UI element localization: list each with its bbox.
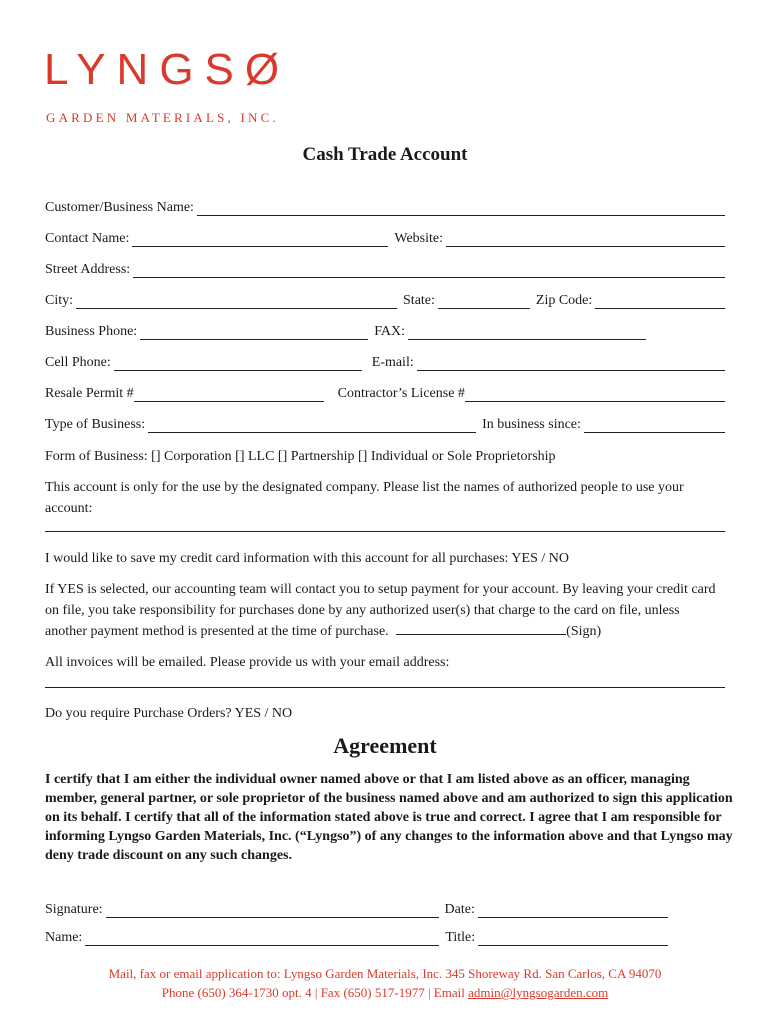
website-label: Website: [394,231,444,246]
city-row [45,289,725,309]
title-label: Title: [445,930,476,945]
form-of-business: Form of Business: [] Corporation [] LLC [] Partnership [] Individual or Sole Proprietorship [45,449,556,464]
sign-label: (Sign) [566,624,602,639]
contact-name-field[interactable] [132,232,388,247]
footer-address: Mail, fax or email application to: Lyngso Garden Materials, Inc. 345 Shoreway Rd. San Carlos, CA 94070 [108,966,662,981]
invoice-email-field[interactable] [45,687,725,688]
state-label: State: [403,293,435,308]
in-business-since-field[interactable] [584,418,725,433]
company-logo: LYNGSØ [44,45,291,94]
cell-phone-field[interactable] [114,356,362,371]
city-field[interactable] [76,294,397,309]
type-of-business-field[interactable] [148,418,476,433]
resale-permit-label: Resale Permit # [45,386,134,401]
street-address-field[interactable] [133,263,725,278]
yes-selected-paragraph [45,579,725,642]
in-business-since-label: In business since: [482,417,581,432]
signature-label: Signature: [45,902,103,917]
page-title: Cash Trade Account [302,144,468,165]
permit-row [45,382,725,402]
street-address-label: Street Address: [45,262,131,277]
authorized-people-text: This account is only for the use by the designated company. Please list the names of authorized people to use your account: [45,480,684,516]
agreement-heading: Agreement [333,733,437,758]
business-phone-field[interactable] [140,325,368,340]
cell-phone-row [45,351,725,371]
name-label: Name: [45,930,83,945]
email-label: E-mail: [371,355,414,370]
type-of-business-label: Type of Business: [45,417,146,432]
footer-contact [0,985,770,1001]
cell-phone-label: Cell Phone: [45,355,111,370]
authorized-people-field[interactable] [45,531,725,532]
footer-email-link[interactable]: admin@lyngsogarden.com [468,985,609,1000]
invoices-text: All invoices will be emailed. Please provide us with your email address: [45,655,450,670]
customer-name-field[interactable] [197,201,725,216]
footer-phone-fax: Phone (650) 364-1730 opt. 4 | Fax (650) 517-1977 | Email [161,985,469,1000]
street-address-row [45,258,725,278]
website-field[interactable] [446,232,725,247]
fax-field[interactable] [408,325,646,340]
business-type-row [45,413,725,433]
company-tagline: GARDEN MATERIALS, INC. [46,110,279,125]
save-card-question: I would like to save my credit card information with this account for all purchases: YES / NO [45,551,569,566]
customer-name-label: Customer/Business Name: [45,200,194,215]
zip-label: Zip Code: [535,293,593,308]
sign-field[interactable] [396,622,566,635]
state-field[interactable] [438,294,530,309]
city-label: City: [45,293,74,308]
resale-permit-field[interactable] [134,387,324,402]
contact-name-label: Contact Name: [45,231,130,246]
name-field[interactable] [85,931,439,946]
email-field[interactable] [417,356,725,371]
business-phone-row [45,320,725,340]
contractor-license-field[interactable] [465,387,725,402]
contractor-license-label: Contractor’s License # [337,386,465,401]
business-phone-label: Business Phone: [45,324,138,339]
yes-selected-text: If YES is selected, our accounting team will contact you to setup payment for your account. By leaving your credit card on file, you take responsibility for purchases done by any authorized user(s) that charge to the card on file, unless another payment method is presented at the time of purchase. [45,582,716,639]
agreement-text: I certify that I am either the individual owner named above or that I am listed above as an officer, managing member, general partner, or sole proprietor of the business named above and am authorized to sign this application on its behalf. I certify that all of the information stated above is true and correct. I agree that I am responsible for informing Lyngso Garden Materials, Inc. (“Lyngso”) of any changes to the information above and that Lyngso may deny trade discount on any such changes. [45,772,733,863]
signature-row [45,898,725,918]
zip-field[interactable] [595,294,725,309]
fax-label: FAX: [374,324,406,339]
title-field[interactable] [478,931,668,946]
contact-row [45,227,725,247]
date-field[interactable] [478,903,668,918]
name-row [45,926,725,946]
purchase-orders-question: Do you require Purchase Orders? YES / NO [45,706,293,721]
signature-field[interactable] [106,903,439,918]
customer-name-row [45,196,725,216]
date-label: Date: [444,902,475,917]
